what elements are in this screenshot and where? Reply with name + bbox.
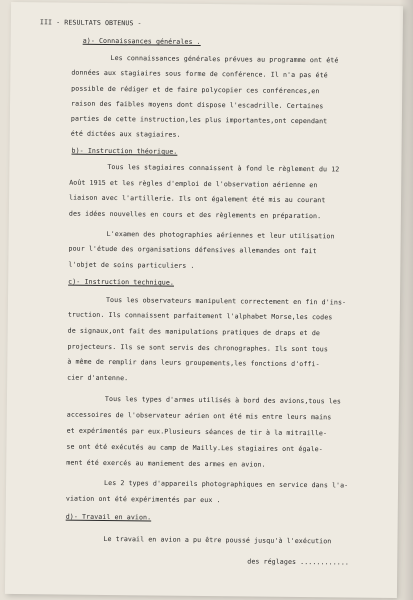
paragraph-line: cier d'antenne. <box>67 373 129 383</box>
paragraph-line: Les 2 types d'appareils photographiques en service dans l'a- <box>104 478 349 490</box>
subsection-title-d: d)- Travail en avion. <box>65 512 152 522</box>
subsection-title-c: c)- Instruction technique. <box>68 277 175 287</box>
paragraph-line: liaison avec l'artillerie. Ils ont également été mis au courant <box>69 193 326 205</box>
paragraph-line: se ont été exécutés au camp de Mailly.Les stagiaires ont égale- <box>66 442 323 454</box>
paragraph-line: raison des faibles moyens dont dispose l'escadrille. Certaines <box>71 99 324 111</box>
paragraph-line: pour l'étude des organisations défensives allemandes ont fait <box>68 244 317 256</box>
paragraph-line: Les connaissances générales prévues au programme ont été <box>110 54 339 65</box>
paragraph-line: parties de cette instruction,les plus importantes,ont cependant <box>70 114 328 126</box>
paragraph-line: Le travail en avion a pu être poussé jusqu'à l'exécution <box>103 534 332 546</box>
document-page <box>5 2 403 598</box>
paragraph-line: l'objet de soins particuliers . <box>68 260 195 270</box>
page-edge-shadow <box>399 0 413 600</box>
paragraph-line: Août 1915 et les règles d'emploi de l'observation aérienne en <box>69 178 318 190</box>
paragraph-line: et expérimentés par eux.Plusieurs séances de tir à la mitraille- <box>66 426 328 438</box>
paragraph-line: de signaux,ont fait des manipulations pratiques de draps et de <box>67 326 321 338</box>
paragraph-line: truction. Ils connaissent parfaitement l'alphabet Morse,les codes <box>67 310 333 322</box>
paragraph-line: Tous les observateurs manipulent correctement en fin d'ins- <box>105 295 347 307</box>
subsection-title-b: b)- Instruction théorique. <box>71 146 178 156</box>
paragraph-line: ment été exercés au maniement des armes en avion. <box>66 458 266 469</box>
paragraph-line: des réglages ............ <box>247 557 350 567</box>
paragraph-line: des idées nouvelles en cours et des règlements en préparation. <box>68 209 322 221</box>
paragraph-line: Tous les types d'armes utilisés à bord des avions,tous les <box>104 394 342 406</box>
section-heading: III - RESULTATS OBTENUS - <box>39 18 142 28</box>
paragraph-line: projecteurs. Ils se sont servis des chronographes. Ils sont tous <box>67 342 329 354</box>
subsection-title-a: a)- Connaissances générales . <box>82 36 201 46</box>
paragraph-line: accessoires de l'observateur aérien ont été mis entre leurs mains <box>66 410 332 422</box>
paragraph-line: viation ont été expérimentés par eux . <box>65 494 221 505</box>
paragraph-line: données aux stagiaires sous forme de conférence. Il n'a pas été <box>71 68 328 80</box>
paragraph-line: L'examen des photographies aériennes et leur utilisation <box>106 229 335 241</box>
paragraph-line: été dictées aux stagiaires. <box>70 129 181 139</box>
paragraph-line: possible de rédiger et de faire polycopier ces conférences,en <box>71 84 320 96</box>
paragraph-line: à même de remplir dans leurs groupements,les fonctions d'offi- <box>67 357 320 369</box>
paragraph-line: Tous les stagiaires connaissent à fond le règlement du 12 <box>107 162 340 174</box>
